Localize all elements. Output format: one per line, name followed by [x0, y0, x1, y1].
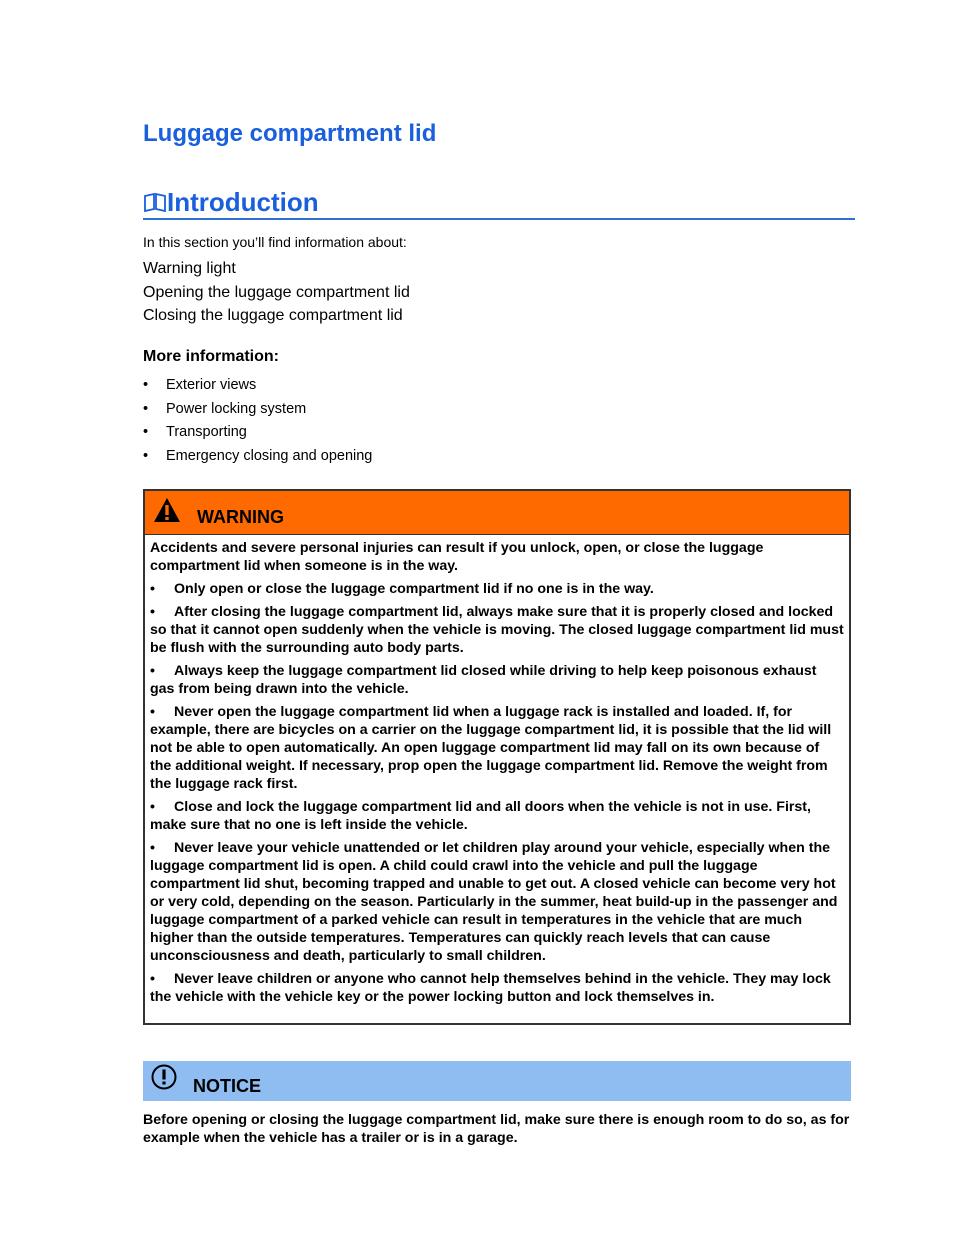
- chapter-title: Luggage compartment lid: [143, 120, 437, 147]
- bullet-icon: •: [143, 400, 149, 417]
- topic-item[interactable]: Closing the luggage compartment lid: [143, 307, 403, 324]
- warning-bullet: [150, 798, 844, 834]
- warning-bullet: [150, 662, 844, 698]
- warning-bullet-text: After closing the luggage compartment lid, always make sure that it is properly closed and locked so that it cannot open suddenly when the vehicle is moving. The closed luggage compartment lid must be flush with the surrounding auto body parts.: [150, 604, 844, 656]
- notice-text: Before opening or closing the luggage compartment lid, make sure there is enough room to do so, as for example when the vehicle has a trailer or is in a garage.: [143, 1112, 850, 1146]
- bullet-icon: •: [143, 447, 149, 464]
- more-info-label: Transporting: [166, 424, 247, 440]
- warning-bullet-text: Close and lock the luggage compartment lid and all doors when the vehicle is not in use. First, make sure that no one is left inside the vehicle.: [150, 799, 811, 833]
- more-info-label: Power locking system: [166, 400, 307, 417]
- more-info-item[interactable]: [143, 376, 372, 400]
- warning-box: [143, 489, 851, 1025]
- more-info-list: [143, 376, 372, 470]
- more-info-title: More information:: [143, 348, 279, 365]
- bullet-icon: •: [143, 424, 149, 440]
- warning-intro: Accidents and severe personal injuries can result if you unlock, open, or close the luggage compartment lid when someone is in the way.: [150, 540, 764, 574]
- bullet-icon: •: [150, 971, 155, 987]
- warning-bullet: [150, 580, 844, 598]
- section-header: [143, 186, 855, 220]
- more-info-item[interactable]: [143, 400, 372, 424]
- warning-bullet-text: Never leave your vehicle unattended or let children play around your vehicle, especially when the luggage compartment lid is open. A child could crawl into the vehicle and pull the luggage compartment lid shut, becoming trapped and unable to get out. A closed vehicle can become very hot or very cold, depending on the season. Particularly in the summer, heat build-up in the passenger and luggage compartment of a parked vehicle can result in temperatures in the vehicle that are much higher than the outside temperatures. Temperatures can quickly reach levels that can cause unconsciousness and death, particularly to small children.: [150, 840, 838, 964]
- bullet-icon: •: [150, 581, 155, 597]
- bullet-icon: •: [150, 704, 155, 720]
- bullet-icon: •: [150, 799, 155, 815]
- warning-triangle-icon: [153, 497, 181, 523]
- warning-bullet-text: Always keep the luggage compartment lid closed while driving to help keep poisonous exhaust gas from being drawn into the vehicle.: [150, 663, 817, 697]
- warning-header: [145, 491, 849, 535]
- warning-bullet: [150, 603, 844, 657]
- warning-bullet: [150, 703, 844, 793]
- warning-bullet: [150, 839, 844, 965]
- bullet-icon: •: [143, 377, 149, 393]
- warning-label: WARNING: [197, 507, 284, 527]
- warning-bullet-text: Never leave children or anyone who cannot help themselves behind in the vehicle. They may lock the vehicle with the vehicle key or the power locking button and lock themselves in.: [150, 971, 831, 1005]
- exclamation-circle-icon: [151, 1064, 177, 1090]
- intro-text: In this section you’ll find information about:: [143, 234, 407, 250]
- section-title: Introduction: [167, 187, 319, 217]
- more-info-item[interactable]: [143, 447, 372, 471]
- topic-item[interactable]: Opening the luggage compartment lid: [143, 283, 410, 301]
- book-icon: [143, 190, 167, 214]
- warning-body: [145, 535, 849, 1006]
- bullet-icon: •: [150, 663, 155, 679]
- warning-bullet: [150, 970, 844, 1006]
- topic-list: [143, 259, 410, 330]
- more-info-item[interactable]: [143, 423, 372, 447]
- topic-item[interactable]: Warning light: [143, 260, 236, 277]
- more-info-label: Exterior views: [166, 377, 257, 393]
- warning-bullet-text: Never open the luggage compartment lid when a luggage rack is installed and loaded. If, for example, there are bicycles on a carrier on the luggage compartment lid, it is possible that the lid will not be able to open automatically. An open luggage compartment lid may fall on its own because of the additional weight. If necessary, prop open the luggage compartment lid. Remove the weight from the luggage rack first.: [150, 704, 832, 792]
- warning-bullet-text: Only open or close the luggage compartment lid if no one is in the way.: [174, 581, 654, 597]
- bullet-icon: •: [150, 604, 155, 620]
- bullet-icon: •: [150, 840, 155, 856]
- more-info-label: Emergency closing and opening: [166, 447, 373, 464]
- notice-label: NOTICE: [193, 1075, 262, 1096]
- notice-header: [143, 1061, 851, 1101]
